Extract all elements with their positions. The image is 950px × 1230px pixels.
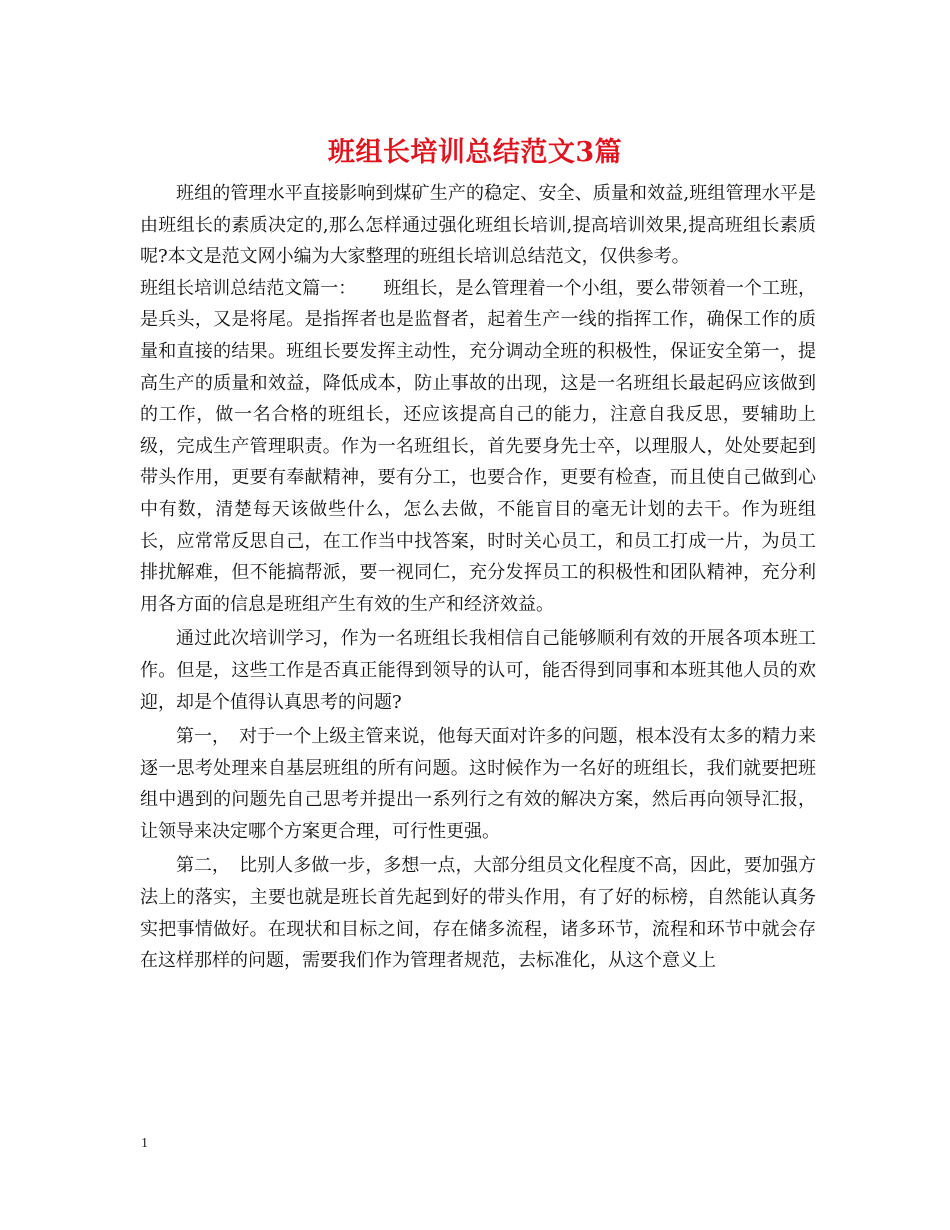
point-two-paragraph: 第二， 比别人多做一步，多想一点，大部分组员文化程度不高，因此，要加强方法上的落实，主要也就是班长首先起到好的带头作用，有了好的标榜，自然能认真务实把事情做好。在现状和目标之间，存在储多流程，诸多环节，流程和环节中就会存在这样那样的问题，需要我们作为管理者规范，去标准化，从这个意义上 bbox=[140, 855, 816, 972]
document-title: 班组长培训总结范文3篇 bbox=[327, 137, 623, 168]
training-reflection-paragraph: 通过此次培训学习，作为一名班组长我相信自己能够顺利有效的开展各项本班工作。但是，这些工作是否真正能得到领导的认可，能否得到同事和本班其他人员的欢迎，却是个值得认真思考的问题? bbox=[140, 628, 816, 713]
point-one-paragraph: 第一， 对于一个上级主管来说，他每天面对许多的问题，根本没有太多的精力来逐一思考处理来自基层班组的所有问题。这时候作为一名好的班组长，我们就要把班组中遇到的问题先自己思考并提出一系列行之有效的解决方案，然后再向领导汇报，让领导来决定哪个方案更合理，可行性更强。 bbox=[140, 726, 816, 842]
document-body bbox=[140, 178, 816, 977]
intro-paragraph: 班组的管理水平直接影响到煤矿生产的稳定、安全、质量和效益,班组管理水平是由班组长的素质决定的,那么怎样通过强化班组长培训,提高培训效果,提高班组长素质呢?本文是范文网小编为大家整理的班组长培训总结范文，仅供参考。 bbox=[140, 183, 816, 268]
page-number: 1 bbox=[141, 1136, 148, 1151]
article-one-paragraph: 班组长培训总结范文篇一： 班组长，是么管理着一个小组，要么带领着一个工班，是兵头，又是将尾。是指挥者也是监督者，起着生产一线的指挥工作，确保工作的质量和直接的结果。班组长要发挥主动性，充分调动全班的积极性，保证安全第一，提高生产的质量和效益，降低成本，防止事故的出现，这是一名班组长最起码应该做到的工作，做一名合格的班组长，还应该提高自己的能力，注意自我反思，要辅助上级，完成生产管理职责。作为一名班组长，首先要身先士卒，以理服人，处处要起到带头作用，更要有奉献精神，要有分工，也要合作，更要有检查，而且使自己做到心中有数，清楚每天该做些什么，怎么去做，不能盲目的毫无计划的去干。作为班组长，应常常反思自己，在工作当中找答案，时时关心员工，和员工打成一片，为员工排扰解难，但不能搞帮派，要一视同仁，充分发挥员工的积极性和团队精神，充分利用各方面的信息是班组产生有效的生产和经济效益。 bbox=[140, 277, 816, 615]
